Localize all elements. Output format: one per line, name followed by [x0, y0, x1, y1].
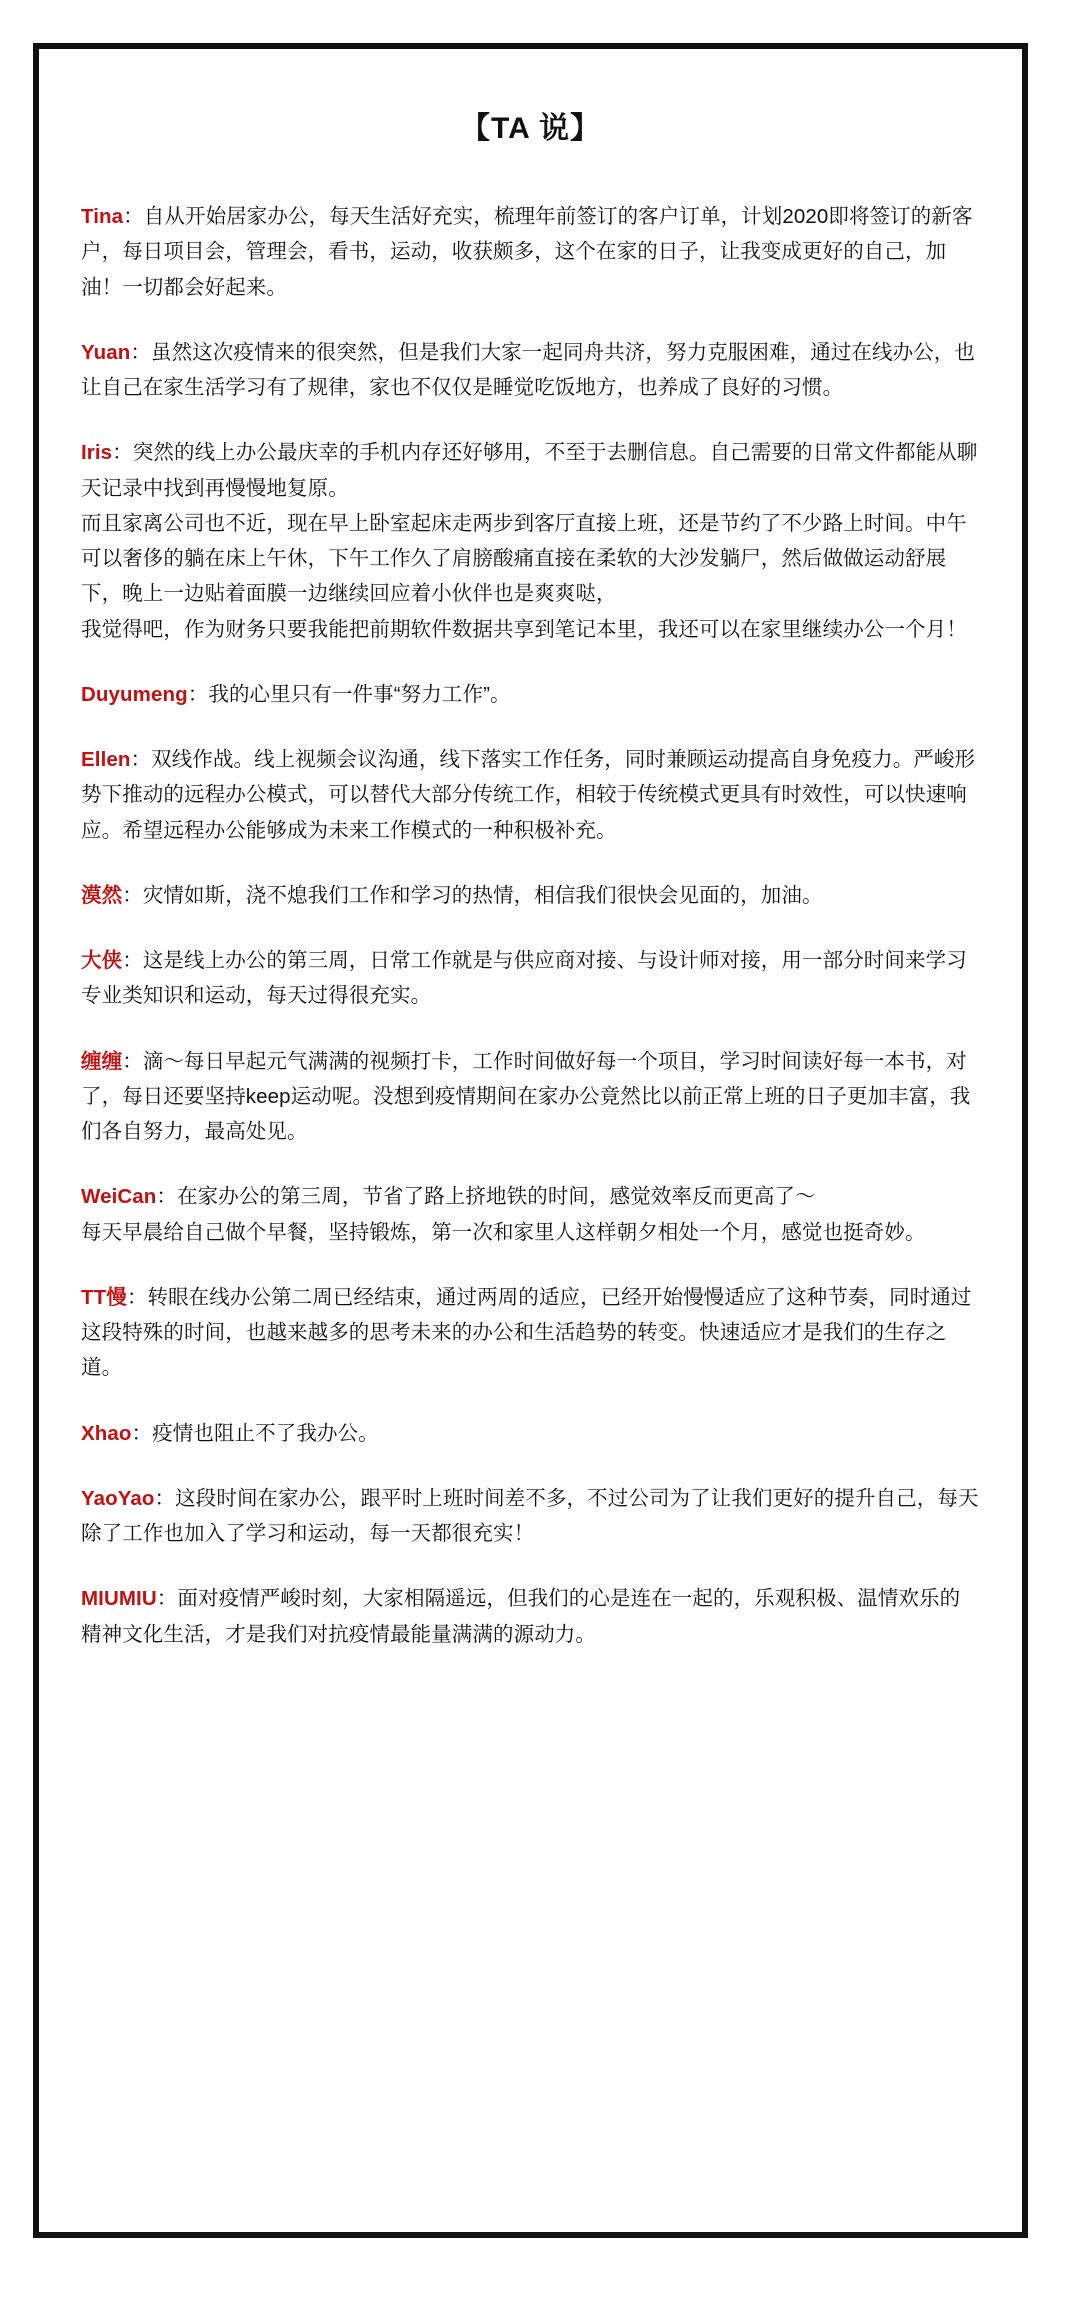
speaker-name: Duyumeng: [81, 682, 188, 706]
page-title: 【TA 说】: [460, 112, 601, 145]
speaker-separator: ：: [126, 1285, 148, 1309]
speaker-name: Ellen: [81, 748, 131, 771]
testimonial-paragraph: [81, 506, 980, 612]
testimonial-entry: [81, 1581, 980, 1652]
speaker-separator: ：: [130, 748, 152, 771]
speaker-separator: ：: [122, 949, 143, 972]
testimonial-paragraph: [81, 1581, 980, 1652]
speaker-name: Tina: [81, 205, 124, 228]
speaker-separator: ：: [156, 1587, 178, 1611]
speaker-name: TT慢: [81, 1285, 127, 1309]
testimonial-entry: [81, 335, 980, 406]
testimonial-paragraph: [81, 1280, 980, 1386]
testimonial-entry: [81, 1280, 980, 1386]
speaker-name: YaoYao: [81, 1486, 155, 1510]
speaker-separator: ：: [131, 1421, 153, 1445]
speaker-name: 漠然: [81, 883, 123, 907]
testimonial-paragraph: [81, 612, 980, 647]
testimonial-entry: [81, 1481, 980, 1552]
testimonial-text: 每天早晨给自己做个早餐，坚持锻炼，第一次和家里人这样朝夕相处一个月，感觉也挺奇妙。: [81, 1220, 926, 1244]
speaker-name: MIUMIU: [81, 1587, 157, 1611]
speaker-name: 缠缠: [81, 1049, 123, 1073]
testimonial-text: 面对疫情严峻时刻，大家相隔遥远，但我们的心是连在一起的，乐观积极、温情欢乐的精神文化生活，才是我们对抗疫情最能量满满的源动力。: [81, 1587, 961, 1646]
testimonial-paragraph: [81, 943, 980, 1014]
content-frame: [33, 43, 1028, 2238]
testimonial-paragraph: [81, 742, 980, 848]
testimonial-text: 虽然这次疫情来的很突然，但是我们大家一起同舟共济，努力克服困难，通过在线办公，也让自己在家生活学习有了规律，家也不仅仅是睡觉吃饭地方，也养成了良好的习惯。: [81, 340, 975, 399]
testimonial-text: 在家办公的第三周，节省了路上挤地铁的时间，感觉效率反而更高了～: [177, 1185, 816, 1209]
testimonial-paragraph: [81, 335, 980, 406]
speaker-name: WeiCan: [81, 1185, 157, 1209]
testimonial-text: 自从开始居家办公，每天生活好充实，梳理年前签订的客户订单，计划2020即将签订的新客户，每日项目会，管理会，看书，运动，收获颇多，这个在家的日子，让我变成更好的自己，加油！一切都会好起来。: [81, 205, 973, 299]
testimonial-text: 而且家离公司也不近，现在早上卧室起床走两步到客厅直接上班，还是节约了不少路上时间。中午可以奢侈的躺在床上午休，下午工作久了肩膀酸痛直接在柔软的大沙发躺尸，然后做做运动舒展下，晚上一边贴着面膜一边继续回应着小伙伴也是爽爽哒，: [81, 511, 967, 606]
testimonial-paragraph: [81, 199, 980, 305]
testimonial-paragraph: [81, 677, 980, 712]
testimonial-text: 我觉得吧，作为财务只要我能把前期软件数据共享到笔记本里，我还可以在家里继续办公一个月！: [81, 617, 967, 641]
speaker-separator: ：: [154, 1486, 176, 1510]
testimonial-paragraph: [81, 878, 980, 913]
testimonial-entry: [81, 199, 980, 305]
testimonial-entry: [81, 435, 980, 647]
testimonial-entry: [81, 1416, 980, 1451]
speaker-name: Xhao: [81, 1421, 132, 1445]
speaker-separator: ：: [123, 205, 144, 228]
testimonial-paragraph: [81, 1416, 980, 1451]
testimonial-paragraph: [81, 1044, 980, 1150]
testimonial-entry: [81, 742, 980, 848]
testimonial-paragraph: [81, 1215, 980, 1250]
speaker-separator: ：: [112, 441, 133, 465]
testimonial-paragraph: [81, 1481, 980, 1552]
speaker-name: Yuan: [81, 340, 131, 364]
testimonial-text: 灾情如斯，浇不熄我们工作和学习的热情，相信我们很快会见面的，加油。: [142, 883, 823, 907]
speaker-separator: ：: [130, 340, 151, 364]
testimonial-list: [81, 199, 980, 1652]
testimonial-text: 这是线上办公的第三周，日常工作就是与供应商对接、与设计师对接，用一部分时间来学习专业类知识和运动，每天过得很充实。: [81, 949, 967, 1008]
speaker-separator: ：: [156, 1185, 178, 1209]
testimonial-text: 这段时间在家办公，跟平时上班时间差不多，不过公司为了让我们更好的提升自己，每天除了工作也加入了学习和运动，每一天都很充实！: [81, 1486, 979, 1545]
testimonial-text: 滴～每日早起元气满满的视频打卡，工作时间做好每一个项目，学习时间读好每一本书，对了，每日还要坚持keep运动呢。没想到疫情期间在家办公竟然比以前正常上班的日子更加丰富，我们各自努力，最高处见。: [81, 1049, 971, 1143]
testimonial-text: 双线作战。线上视频会议沟通，线下落实工作任务，同时兼顾运动提高自身免疫力。严峻形势下推动的远程办公模式，可以替代大部分传统工作，相较于传统模式更具有时效性，可以快速响应。希望远程办公能够成为未来工作模式的一种积极补充。: [81, 748, 976, 842]
testimonial-text: 转眼在线办公第二周已经结束，通过两周的适应，已经开始慢慢适应了这种节奏，同时通过这段特殊的时间，也越来越多的思考未来的办公和生活趋势的转变。快速适应才是我们的生存之道。: [81, 1285, 972, 1380]
testimonial-text: 我的心里只有一件事“努力工作”。: [208, 682, 511, 706]
speaker-name: Iris: [81, 441, 113, 465]
speaker-name: 大侠: [81, 949, 123, 972]
testimonial-paragraph: [81, 435, 980, 506]
testimonial-entry: [81, 1044, 980, 1150]
testimonial-entry: [81, 943, 980, 1014]
speaker-separator: ：: [122, 1049, 143, 1073]
testimonial-entry: [81, 677, 980, 712]
testimonial-entry: [81, 1179, 980, 1250]
testimonial-text: 突然的线上办公最庆幸的手机内存还好够用，不至于去删信息。自己需要的日常文件都能从聊天记录中找到再慢慢地复原。: [81, 441, 978, 500]
testimonial-text: 疫情也阻止不了我办公。: [152, 1421, 379, 1445]
testimonial-entry: [81, 878, 980, 913]
speaker-separator: ：: [122, 883, 143, 907]
testimonial-paragraph: [81, 1179, 980, 1214]
speaker-separator: ：: [187, 682, 209, 706]
